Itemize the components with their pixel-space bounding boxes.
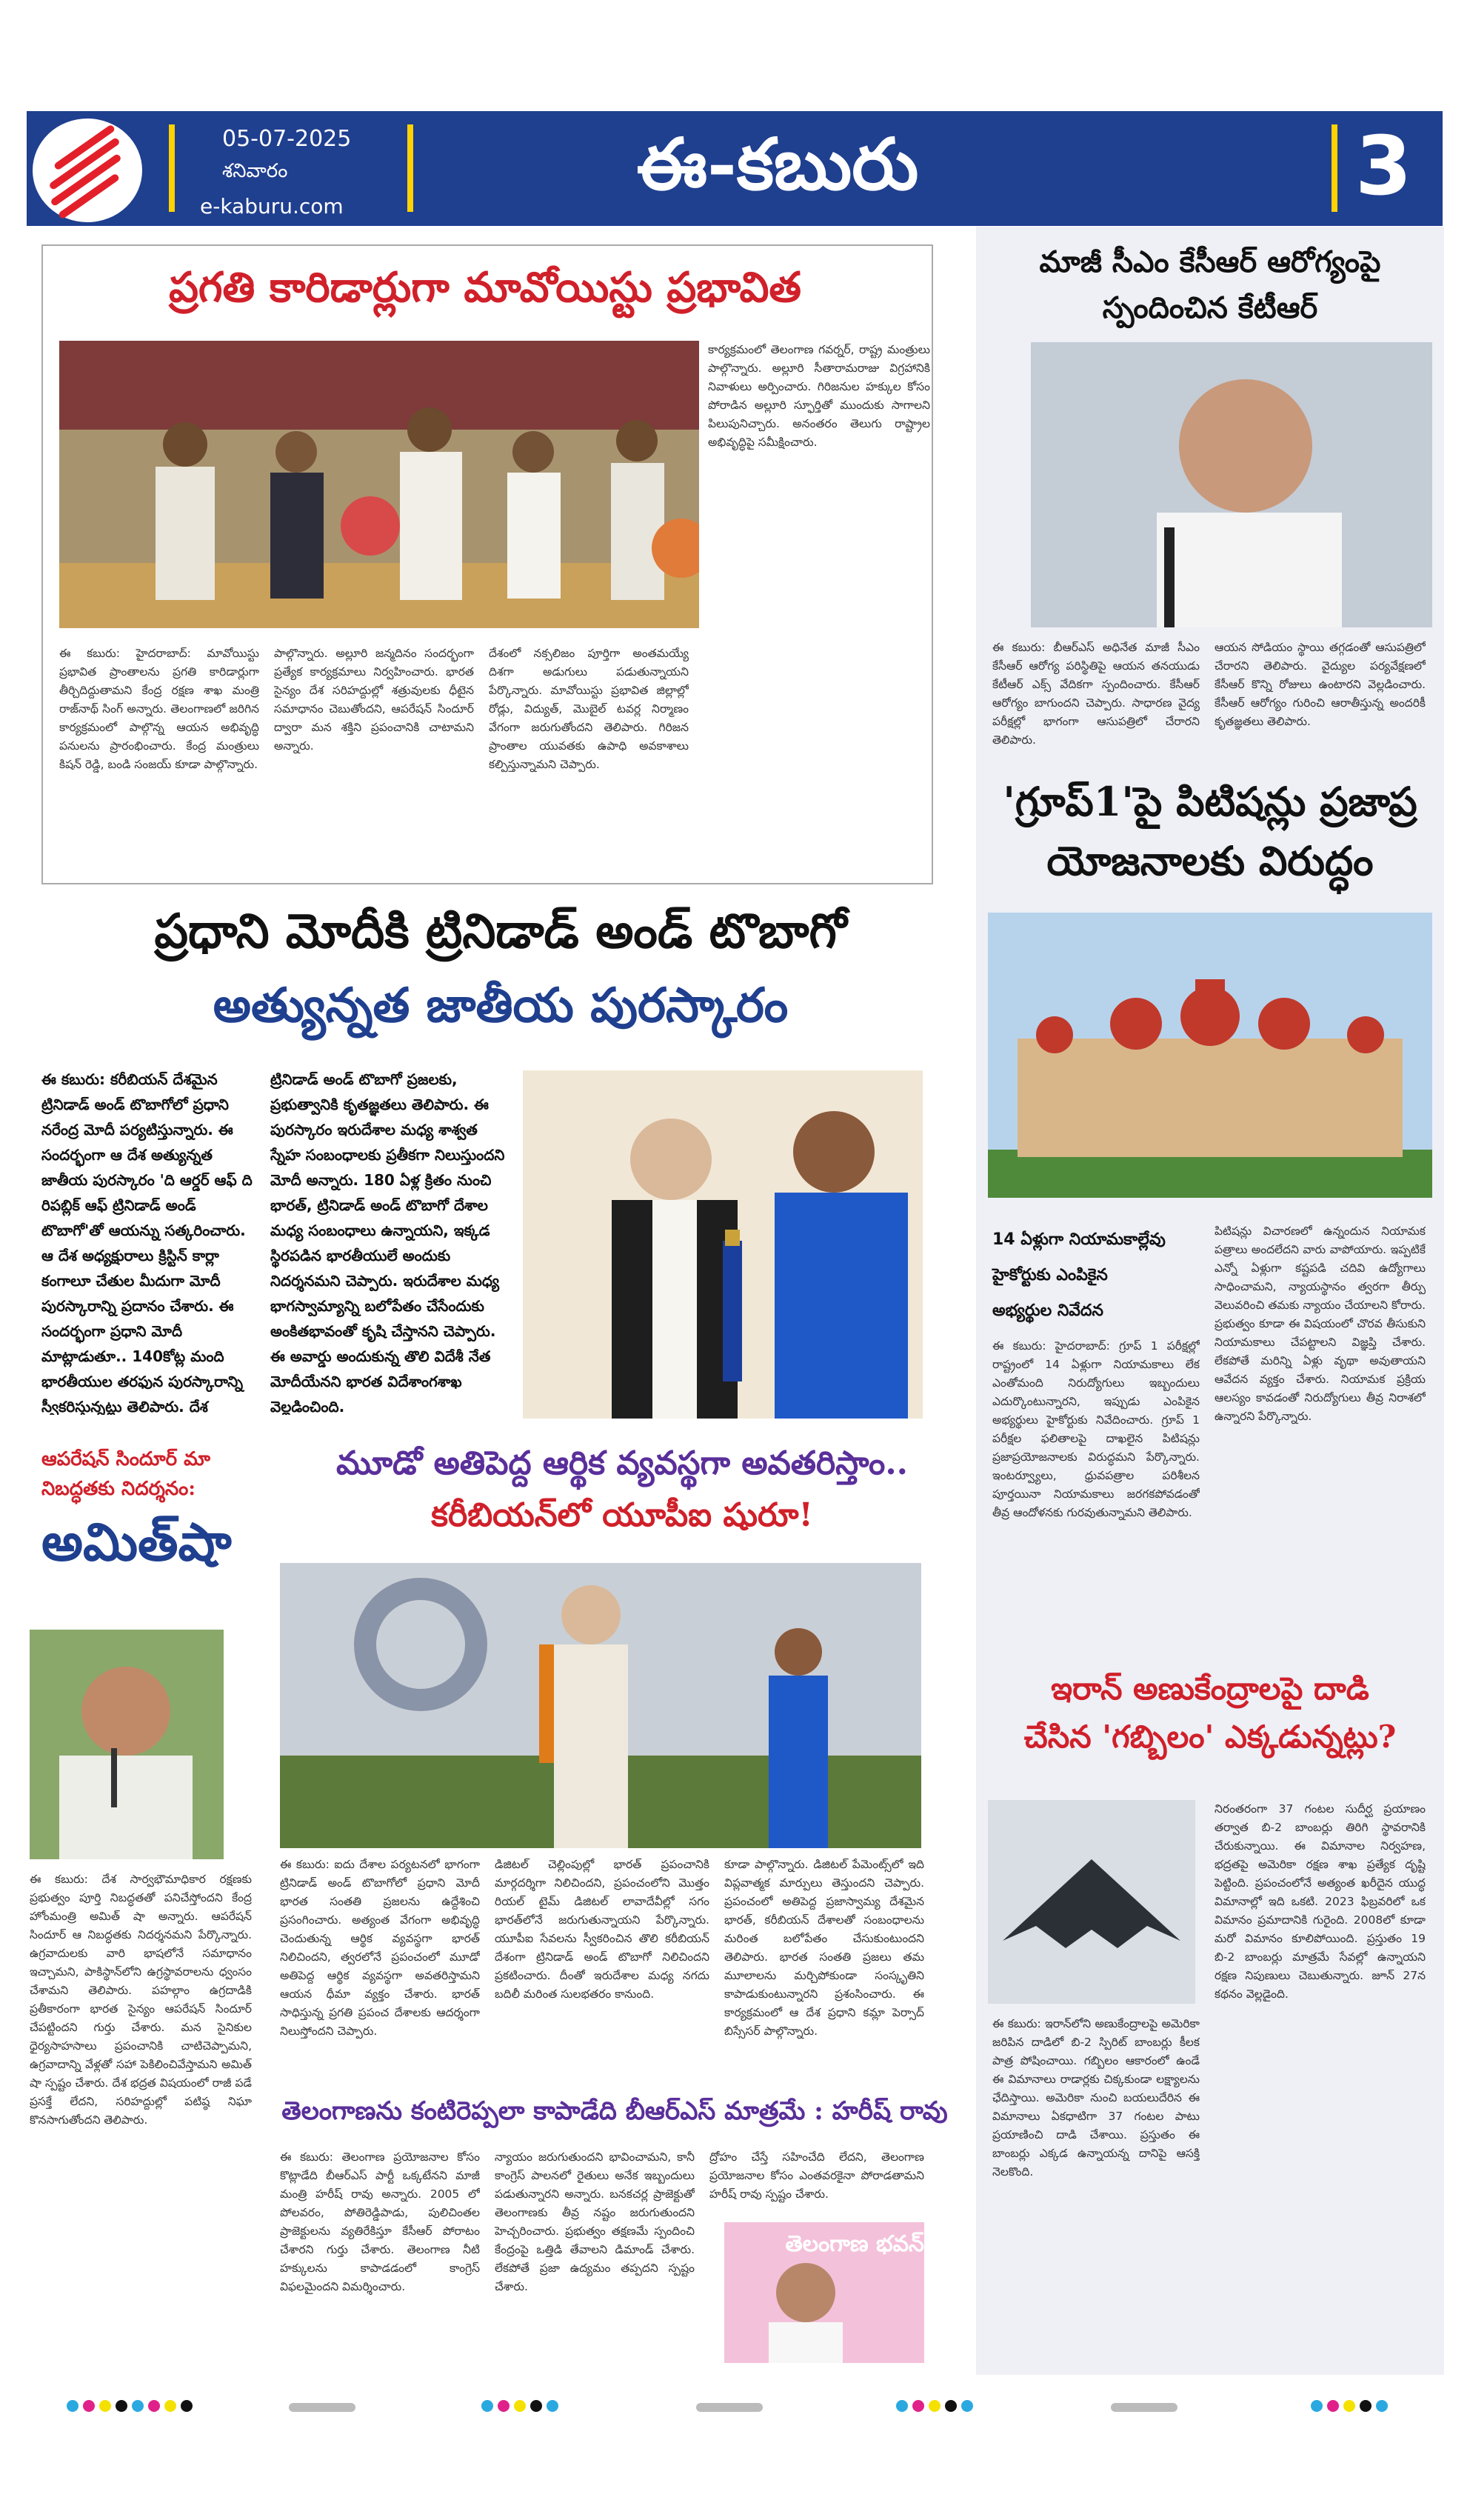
economy-photo [280, 1563, 921, 1848]
article-text: న్యాయం జరుగుతుందని భావించామని, కానీ కాంగ్రెస్ పాలనలో రైతులు అనేక ఇబ్బందులు పడుతున్నారని అన్నారు. బనకచర్ల ప్రాజెక్టుతో తెలంగాణకు తీవ్ర నష్టం జరుగుతుందని హెచ్చరించారు. ప్రభుత్వం తక్షణమే స్పందించి కేంద్రంపై ఒత్తిడి తేవాలని డిమాండ్ చేశారు. లేకపోతే ప్రజా ఉద్యమం తప్పదని స్పష్టం చేశారు. [495, 2150, 695, 2293]
harish-photo [724, 2222, 924, 2363]
article-text: నిరంతరంగా 37 గంటల సుదీర్ఘ ప్రయాణం తర్వాత బి-2 బాంబర్లు తిరిగి స్థావరానికి చేరుకున్నాయి. ఈ విమానాల నిర్వహణ, భద్రతపై అమెరికా రక్షణ శాఖ ప్రత్యేక దృష్టి పెట్టింది. ప్రపంచంలోనే అత్యంత ఖరీదైన యుద్ధ విమానాల్లో ఇది ఒకటి. 2023 ఫిబ్రవరిలో ఒక విమానం ప్రమాదానికి గురైంది. 2008లో కూడా మరో విమానం కూలిపోయింది. ప్రస్తుతం 19 బి-2 బాంబర్లు మాత్రమే సేవల్లో ఉన్నాయని రక్షణ నిపుణులు చెబుతున్నారు. జూన్ 27న కథనం వెల్లడైంది. [1215, 1802, 1426, 2001]
article-text: ఆయన సోడియం స్థాయి తగ్గడంతో ఆసుపత్రిలో చేరారని తెలిపారు. వైద్యుల పర్యవేక్షణలో కేసీఆర్ కొన్ని రోజులు ఉంటారని వెల్లడించారు. కేసీఆర్ ఆరోగ్యం గురించి ఆరాతీస్తున్న అందరికీ కృతజ్ఞతలు తెలిపారు. [1215, 641, 1426, 728]
divider [169, 124, 175, 212]
article-text: ఈ కబురు: ఐదు దేశాల పర్యటనలో భాగంగా ట్రినిడాడ్ అండ్ టొబాగోలో ప్రధాని మోదీ భారత సంతతి ప్రజలను ఉద్దేశించి ప్రసంగించారు. అత్యంత వేగంగా అభివృద్ధి చెందుతున్న ఆర్థిక వ్యవస్థగా భారత్ నిలిచిందని, త్వరలోనే ప్రపంచంలో మూడో అతిపెద్ద ఆర్థిక వ్యవస్థగా అవతరిస్తామని ఆయన ధీమా వ్యక్తం చేశారు. భారత్ సాధిస్తున్న ప్రగతి ప్రపంచ దేశాలకు ఆదర్శంగా నిలుస్తోందని చెప్పారు. [280, 1858, 480, 2038]
article-text: ఈ కబురు: హైదరాబాద్: మావోయిస్టు ప్రభావిత ప్రాంతాలను ప్రగతి కారిడార్లుగా తీర్చిదిద్దుతామని కేంద్ర రక్షణ శాఖ మంత్రి రాజ్‌నాథ్ సింగ్ అన్నారు. తెలంగాణలో జరిగిన కార్యక్రమంలో పాల్గొన్న ఆయన అభివృద్ధి పనులను ప్రారంభించారు. కేంద్ర మంత్రులు కిషన్ రెడ్డి, బండి సంజయ్ కూడా పాల్గొన్నారు. [59, 647, 259, 771]
registration-bar [289, 2403, 355, 2412]
article-text: కూడా పాల్గొన్నారు. డిజిటల్ పేమెంట్స్‌లో ఇది విప్లవాత్మక మార్పులు తెస్తుందని చెప్పారు. ప్రపంచంలో అతిపెద్ద ప్రజాస్వామ్య దేశమైన భారత్, కరీబియన్ దేశాలతో సంబంధాలను మరింత బలోపేతం చేసుకుంటుందని తెలిపారు. భారత సంతతి ప్రజలు తమ మూలాలను మర్చిపోకుండా సంస్కృతిని కాపాడుకుంటున్నారని ప్రశంసించారు. ఈ కార్యక్రమంలో ఆ దేశ ప్రధాని కమ్లా పెర్సాద్ బిస్సేసర్ పాల్గొన్నారు. [724, 1858, 924, 2038]
issue-date: 05-07-2025 [222, 126, 352, 152]
sidebar-subheadline: స్పందించిన కేటీఆర్ [1102, 290, 1318, 325]
sidebar-headline: ఇరాన్ అణుకేంద్రాలపై దాడి [1051, 1670, 1369, 1707]
kicker-line: నిబద్ధతకు నిదర్శనం: [41, 1478, 196, 1500]
article-headline: మూడో అతిపెద్ద ఆర్థిక వ్యవస్థగా అవతరిస్తాం.. [336, 1444, 908, 1482]
sidebar-subheadline: చేసిన 'గబ్బిలం' ఎక్కడున్నట్లు? [1023, 1719, 1397, 1755]
event-photo [59, 341, 699, 628]
article-headline: ప్రధాని మోదీకి ట్రినిడాడ్ అండ్ టొబాగో [154, 904, 847, 959]
article-text: ఈ కబురు: కరీబియన్ దేశమైన ట్రినిడాడ్ అండ్ టొబాగోలో ప్రధాని నరేంద్ర మోదీ పర్యటిస్తున్నారు. ఈ సందర్భంగా ఆ దేశ అత్యున్నత జాతీయ పురస్కారం 'ది ఆర్డర్ ఆఫ్ ది రిపబ్లిక్ ఆఫ్ ట్రినిడాడ్ అండ్ టొబాగో'తో ఆయన్ను సత్కరించారు. ఆ దేశ అధ్యక్షురాలు క్రిస్టిన్ కార్లా కంగాలూ చేతుల మీదుగా మోదీ పురస్కారాన్ని ప్రదానం చేశారు. ఈ సందర్భంగా ప్రధాని మోదీ మాట్లాడుతూ.. 140కోట్ల మంది భారతీయుల తరఫున పురస్కారాన్ని స్వీకరిస్తున్నట్లు తెలిపారు. దేశ [41, 1070, 253, 1415]
article-subheadline: అత్యున్నత జాతీయ పురస్కారం [213, 978, 789, 1033]
kicker-line: ఆపరేషన్ సిందూర్ మా [41, 1448, 210, 1470]
article-headline: తెలంగాణను కంటిరెప్పలా కాపాడేది బీఆర్ఎస్ మాత్రమే : హరీష్ రావు [281, 2096, 948, 2126]
subhead-line: అభ్యర్థుల నివేదన [992, 1301, 1103, 1320]
divider [407, 124, 413, 212]
article-text: ఈ కబురు: బీఆర్ఎస్ అధినేత మాజీ సీఎం కేసీఆర్ ఆరోగ్య పరిస్థితిపై ఆయన తనయుడు కేటీఆర్ ఎక్స్ వేదికగా స్పందించారు. కేసీఆర్ ఆరోగ్యం బాగుందని చెప్పారు. సాధారణ వైద్య పరీక్షల్లో భాగంగా ఆసుపత్రిలో చేరారని తెలిపారు. [992, 641, 1200, 747]
page-number: 3 [1355, 119, 1412, 213]
article-headline: అమిత్‌షా [41, 1511, 232, 1573]
photo-banner-text: తెలంగాణ భవన్ [785, 2231, 924, 2257]
article-text: ఈ కబురు: హైదరాబాద్: గ్రూప్ 1 పరీక్షల్లో రాష్ట్రంలో 14 ఏళ్లుగా నియామకాలు లేక ఎంతోమంది నిరుద్యోగులు ఇబ్బందులు ఎదుర్కొంటున్నారని, ఇప్పుడు ఎంపికైన అభ్యర్థులు హైకోర్టుకు నివేదించారు. గ్రూప్ 1 పరీక్షల ఫలితాలపై దాఖలైన పిటిషన్లు ప్రజాప్రయోజనాలకు విరుద్ధమని పేర్కొన్నారు. ఇంటర్వ్యూలు, ధ్రువపత్రాల పరిశీలన పూర్తయినా నియామకాలు జరగకపోవడంతో తీవ్ర ఆందోళనకు గురవుతున్నామని తెలిపారు. [992, 1339, 1200, 1519]
article-kicker [41, 1444, 271, 1504]
article-text: దేశంలో నక్సలిజం పూర్తిగా అంతమయ్యే దిశగా అడుగులు పడుతున్నాయని పేర్కొన్నారు. మావోయిస్టు ప్రభావిత జిల్లాల్లో రోడ్లు, విద్యుత్, మొబైల్ టవర్ల నిర్మాణం వేగంగా జరుగుతోందని తెలిపారు. గిరిజన ప్రాంతాల యువతకు ఉపాధి అవకాశాలు కల్పిస్తున్నామని చెప్పారు. [489, 647, 689, 771]
registration-bar [1111, 2403, 1177, 2412]
registration-marks [67, 2400, 193, 2412]
registration-bar [696, 2403, 763, 2412]
article-text: పిటిషన్లు విచారణలో ఉన్నందున నియామక పత్రాలు అందలేదని వారు వాపోయారు. ఇప్పటికే ఎన్నో ఏళ్లుగా కష్టపడి చదివి ఉద్యోగాలు సాధించామని, న్యాయస్థానం త్వరగా తీర్పు వెలువరించి తమకు న్యాయం చేయాలని కోరారు. ప్రభుత్వం కూడా ఈ విషయంలో చొరవ తీసుకుని నియామకాలు చేపట్టాలని విజ్ఞప్తి చేశారు. లేకపోతే మరిన్ని ఏళ్లు వృథా అవుతాయని ఆవేదన వ్యక్తం చేశారు. నియామక ప్రక్రియ ఆలస్యం కావడంతో నిరుద్యోగులు తీవ్ర నిరాశలో ఉన్నారని పేర్కొన్నారు. [1215, 1224, 1426, 1423]
amitshah-photo [30, 1630, 224, 1859]
subhead-line: 14 ఏళ్లుగా నియామకాల్లేవు [992, 1230, 1166, 1249]
registration-marks [896, 2400, 973, 2412]
logo-icon [33, 119, 142, 222]
article-headline: ప్రగతి కారిడార్లుగా మావోయిస్టు ప్రభావిత [169, 263, 801, 312]
sidebar-headline: 'గ్రూప్1'పై పిటిషన్లు ప్రజాప్ర [1003, 778, 1417, 825]
article-text: పాల్గొన్నారు. అల్లూరి జన్మదినం సందర్భంగా ప్రత్యేక కార్యక్రమాలు నిర్వహించారు. భారత సైన్యం దేశ సరిహద్దుల్లో శత్రువులకు ధీటైన సమాధానం చెబుతోందని, ఆపరేషన్ సిందూర్ ద్వారా మన శక్తిని ప్రపంచానికి చాటామని అన్నారు. [274, 647, 474, 753]
sidebar-subheadline: యోజనాలకు విరుద్ధం [1046, 837, 1374, 884]
award-photo [523, 1070, 923, 1419]
article-subheadline: కరీబియన్‌లో యూపీఐ షురూ! [431, 1496, 813, 1534]
sidebar-kicker [992, 1222, 1200, 1329]
sidebar-headline: మాజీ సీఎం కేసీఆర్ ఆరోగ్యంపై [1039, 244, 1381, 279]
article-text: ఈ కబురు: దేశ సార్వభౌమాధికార రక్షణకు ప్రభుత్వం పూర్తి నిబద్ధతతో పనిచేస్తోందని కేంద్ర హోంమంత్రి అమిత్ షా అన్నారు. ఆపరేషన్ సిందూర్ ఆ నిబద్ధతకు నిదర్శనమని పేర్కొన్నారు. ఉగ్రవాదులకు వారి భాషలోనే సమాధానం ఇచ్చామని, పాకిస్థాన్‌లోని ఉగ్రస్థావరాలను ధ్వంసం చేశామని తెలిపారు. పహల్గాం ఉగ్రదాడికి ప్రతీకారంగా భారత సైన్యం ఆపరేషన్ సిందూర్ చేపట్టిందని గుర్తు చేశారు. మన సైనికుల ధైర్యసాహసాలు ప్రపంచానికి చాటిచెప్పామని, ఉగ్రవాదాన్ని వేళ్లతో సహా పెకిలించివేస్తామని అమిత్ షా స్పష్టం చేశారు. దేశ భద్రత విషయంలో రాజీ పడే ప్రసక్తే లేదని, సరిహద్దుల్లో పటిష్ఠ నిఘా కొనసాగుతోందని తెలిపారు. [30, 1873, 252, 2127]
highcourt-photo [988, 913, 1432, 1198]
article-text: డిజిటల్ చెల్లింపుల్లో భారత్ ప్రపంచానికి మార్గదర్శిగా నిలిచిందని, ప్రపంచంలోని మొత్తం రియల్ టైమ్ డిజిటల్ లావాదేవీల్లో సగం భారత్‌లోనే జరుగుతున్నాయని పేర్కొన్నారు. యూపీఐ సేవలను స్వీకరించిన తొలి కరీబియన్ దేశంగా ట్రినిడాడ్ అండ్ టొబాగో నిలిచిందని ప్రకటించారు. దీంతో ఇరుదేశాల మధ్య నగదు బదిలీ మరింత సులభతరం కానుంది. [495, 1858, 709, 2001]
subhead-line: హైకోర్టుకు ఎంపికైన [992, 1266, 1108, 1284]
newspaper-title: ఈ-కబురు [636, 122, 919, 206]
article-text: ద్రోహం చేస్తే సహించేది లేదని, తెలంగాణ ప్రయోజనాల కోసం ఎంతవరకైనా పోరాడతామని హరీష్ రావు స్పష్టం చేశారు. [709, 2150, 924, 2201]
registration-marks [481, 2400, 558, 2412]
article-text: కార్యక్రమంలో తెలంగాణ గవర్నర్, రాష్ట్ర మంత్రులు పాల్గొన్నారు. అల్లూరి సీతారామరాజు విగ్రహానికి నివాళులు అర్పించారు. గిరిజనుల హక్కుల కోసం పోరాడిన అల్లూరి స్ఫూర్తితో ముందుకు సాగాలని పిలుపునిచ్చారు. అనంతరం తెలుగు రాష్ట్రాల అభివృద్ధిపై సమీక్షించారు. [708, 343, 930, 449]
site-url[interactable]: e-kaburu.com [200, 194, 344, 219]
registration-marks [1311, 2400, 1388, 2412]
divider [1332, 124, 1337, 212]
issue-day: శనివారం [222, 160, 288, 182]
ktr-photo [1031, 342, 1432, 627]
article-text: ట్రినిడాడ్ అండ్ టొబాగో ప్రజలకు, ప్రభుత్వానికి కృతజ్ఞతలు తెలిపారు. ఈ పురస్కారం ఇరుదేశాల మధ్య శాశ్వత స్నేహ సంబంధాలకు ప్రతీకగా నిలుస్తుందని మోదీ అన్నారు. 180 ఏళ్ల క్రితం నుంచి భారత్, ట్రినిడాడ్ అండ్ టొబాగో దేశాల మధ్య సంబంధాలు ఉన్నాయని, ఇక్కడ స్థిరపడిన భారతీయులే అందుకు నిదర్శనమని చెప్పారు. ఇరుదేశాల మధ్య భాగస్వామ్యాన్ని బలోపేతం చేసేందుకు అంకితభావంతో కృషి చేస్తానని చెప్పారు. ఈ అవార్డు అందుకున్న తొలి విదేశీ నేత మోదీయేనని భారత విదేశాంగశాఖ వెల్లడించింది. [270, 1070, 505, 1415]
article-text: ఈ కబురు: ఇరాన్‌లోని అణుకేంద్రాలపై అమెరికా జరిపిన దాడిలో బి-2 స్పిరిట్ బాంబర్లు కీలక పాత్ర పోషించాయి. గబ్బిలం ఆకారంలో ఉండే ఈ విమానాలు రాడార్లకు చిక్కకుండా లక్ష్యాలను ఛేదిస్తాయి. అమెరికా నుంచి బయలుదేరిన ఈ విమానాలు ఏకధాటిగా 37 గంటల పాటు ప్రయాణించి దాడి చేశాయి. ప్రస్తుతం ఈ బాంబర్లు ఎక్కడ ఉన్నాయన్న దానిపై ఆసక్తి నెలకొంది. [992, 2017, 1200, 2179]
article-text: ఈ కబురు: తెలంగాణ ప్రయోజనాల కోసం కొట్లాడేది బీఆర్ఎస్ పార్టీ ఒక్కటేనని మాజీ మంత్రి హరీష్ రావు అన్నారు. 2005 లో పోలవరం, పోతిరెడ్డిపాడు, పులిచింతల ప్రాజెక్టులను వ్యతిరేకిస్తూ కేసీఆర్ పోరాటం చేశారని గుర్తు చేశారు. తెలంగాణ నీటి హక్కులను కాపాడడంలో కాంగ్రెస్ విఫలమైందని విమర్శించారు. [280, 2150, 480, 2293]
bomber-photo [988, 1800, 1195, 2004]
